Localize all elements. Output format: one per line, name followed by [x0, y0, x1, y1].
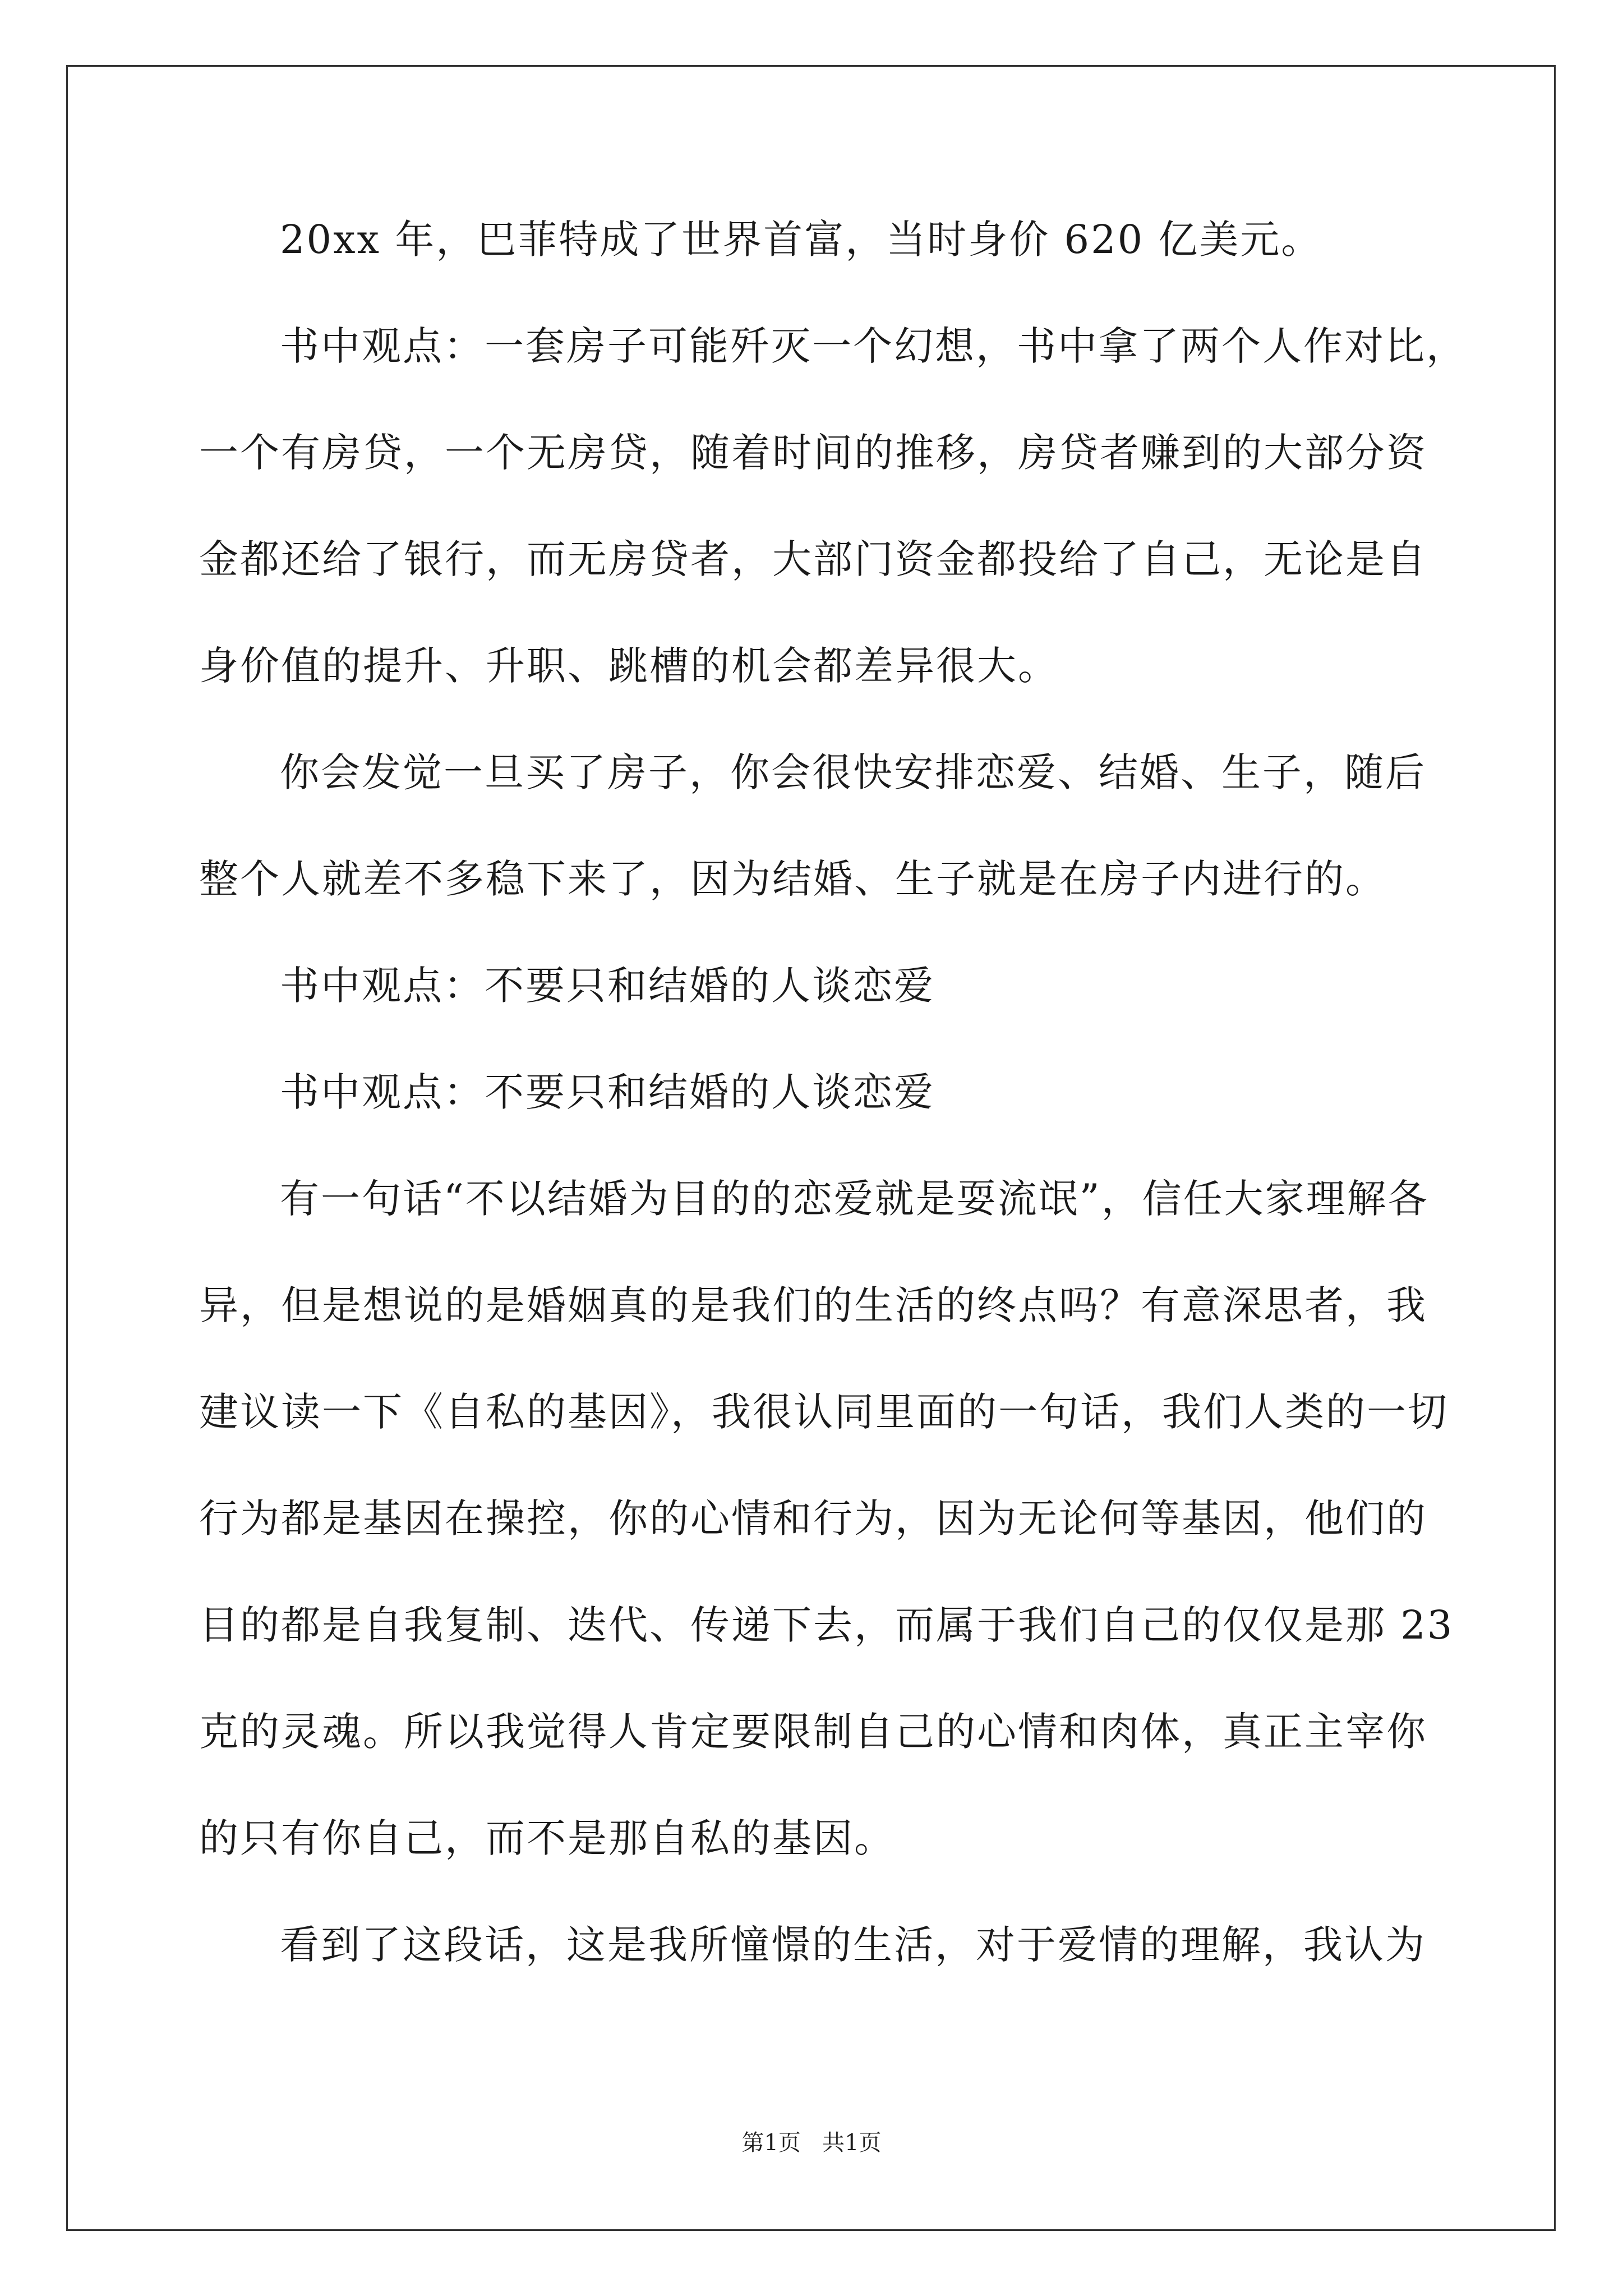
- text-line: 克的灵魂。所以我觉得人肯定要限制自己的心情和肉体，真正主宰你: [199, 1709, 1427, 1755]
- text-line: 书中观点：一套房子可能歼灭一个幻想，书中拿了两个人作对比，: [280, 323, 1467, 369]
- text-line: 目的都是自我复制、迭代、传递下去，而属于我们自己的仅仅是那 23: [199, 1602, 1454, 1648]
- text-line: 异，但是想说的是婚姻真的是我们的生活的终点吗？有意深思者，我: [199, 1282, 1427, 1328]
- text-line: 一个有房贷，一个无房贷，随着时间的推移，房贷者赚到的大部分资: [199, 430, 1427, 476]
- text-line: 你会发觉一旦买了房子，你会很快安排恋爱、结婚、生子，随后: [280, 749, 1426, 795]
- text-line: 身价值的提升、升职、跳槽的机会都差异很大。: [199, 643, 1059, 689]
- page-footer: 第1页 共1页: [741, 2130, 882, 2156]
- text-line: 看到了这段话，这是我所憧憬的生活，对于爱情的理解，我认为: [280, 1922, 1426, 1968]
- text-line: 20xx 年，巴菲特成了世界首富，当时身价 620 亿美元。: [280, 217, 1322, 263]
- text-line: 书中观点：不要只和结婚的人谈恋爱: [280, 963, 935, 1009]
- text-line: 整个人就差不多稳下来了，因为结婚、生子就是在房子内进行的。: [199, 856, 1386, 902]
- text-line: 建议读一下《自私的基因》，我很认同里面的一句话，我们人类的一切: [199, 1389, 1449, 1435]
- text-line: 行为都是基因在操控，你的心情和行为，因为无论何等基因，他们的: [199, 1496, 1427, 1542]
- text-line: 有一句话“不以结婚为目的的恋爱就是耍流氓”，信任大家理解各: [280, 1176, 1429, 1222]
- text-line: 的只有你自己，而不是那自私的基因。: [199, 1815, 895, 1861]
- text-line: 书中观点：不要只和结婚的人谈恋爱: [280, 1069, 935, 1115]
- text-line: 金都还给了银行，而无房贷者，大部门资金都投给了自己，无论是自: [199, 536, 1427, 582]
- page-border: [66, 65, 1556, 2231]
